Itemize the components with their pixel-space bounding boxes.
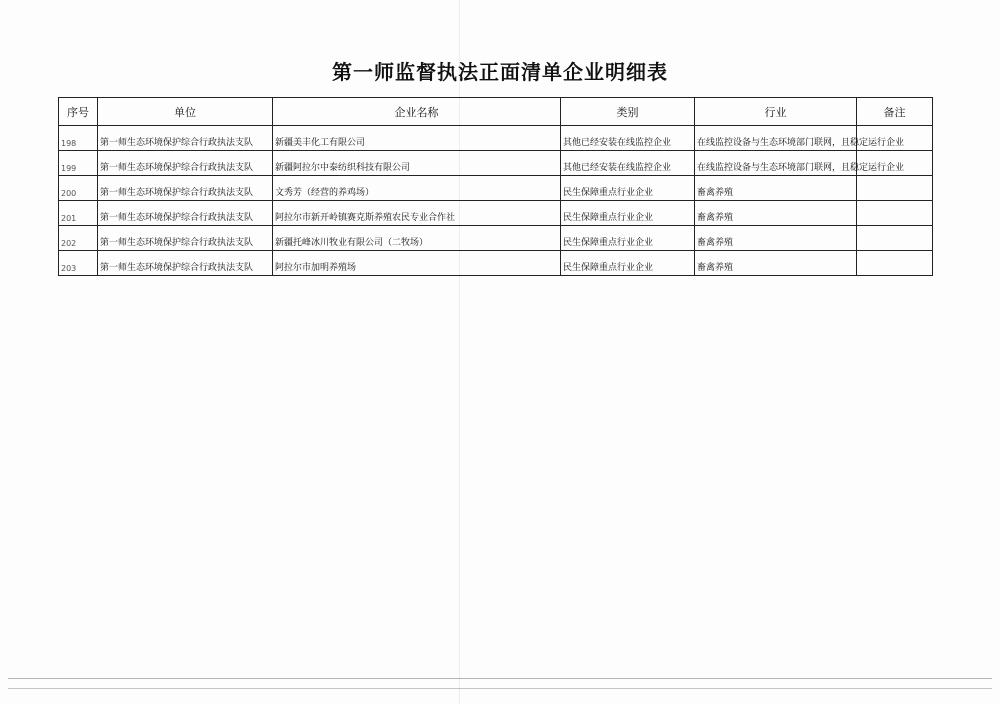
cell-company: 阿拉尔市加明养殖场	[273, 251, 561, 276]
cell-industry: 在线监控设备与生态环境部门联网，且稳定运行企业	[695, 126, 857, 151]
cell-remark	[857, 201, 933, 226]
cell-unit: 第一师生态环境保护综合行政执法支队	[98, 176, 273, 201]
cell-company: 文秀芳（经营的养鸡场）	[273, 176, 561, 201]
cell-remark	[857, 251, 933, 276]
table-row	[59, 251, 933, 276]
cell-industry: 畜禽养殖	[695, 201, 857, 226]
cell-index: 199	[59, 151, 98, 176]
col-header-company: 企业名称	[273, 98, 561, 126]
cell-category: 民生保障重点行业企业	[561, 251, 695, 276]
cell-category: 其他已经安装在线监控企业	[561, 126, 695, 151]
cell-unit: 第一师生态环境保护综合行政执法支队	[98, 251, 273, 276]
col-header-index: 序号	[59, 98, 98, 126]
cell-remark	[857, 226, 933, 251]
cell-company: 新疆美丰化工有限公司	[273, 126, 561, 151]
scan-edge-line	[8, 678, 992, 679]
table-row	[59, 201, 933, 226]
cell-industry: 在线监控设备与生态环境部门联网，且稳定运行企业	[695, 151, 857, 176]
cell-category: 民生保障重点行业企业	[561, 201, 695, 226]
cell-index: 203	[59, 251, 98, 276]
table-row	[59, 226, 933, 251]
cell-index: 201	[59, 201, 98, 226]
col-header-remark: 备注	[857, 98, 933, 126]
cell-industry: 畜禽养殖	[695, 176, 857, 201]
table-row	[59, 176, 933, 201]
table-header-row	[59, 98, 933, 126]
cell-industry: 畜禽养殖	[695, 226, 857, 251]
cell-remark	[857, 176, 933, 201]
table-row	[59, 126, 933, 151]
cell-unit: 第一师生态环境保护综合行政执法支队	[98, 126, 273, 151]
cell-category: 民生保障重点行业企业	[561, 226, 695, 251]
cell-category: 民生保障重点行业企业	[561, 176, 695, 201]
cell-company: 阿拉尔市新开岭镇赛克斯养殖农民专业合作社	[273, 201, 561, 226]
col-header-category: 类别	[561, 98, 695, 126]
cell-company: 新疆托峰冰川牧业有限公司（二牧场）	[273, 226, 561, 251]
cell-category: 其他已经安装在线监控企业	[561, 151, 695, 176]
cell-index: 202	[59, 226, 98, 251]
cell-index: 198	[59, 126, 98, 151]
cell-unit: 第一师生态环境保护综合行政执法支队	[98, 226, 273, 251]
cell-industry: 畜禽养殖	[695, 251, 857, 276]
company-table	[58, 97, 933, 276]
cell-unit: 第一师生态环境保护综合行政执法支队	[98, 201, 273, 226]
scan-edge-line	[8, 688, 992, 689]
page-title: 第一师监督执法正面清单企业明细表	[332, 60, 668, 84]
col-header-industry: 行业	[695, 98, 857, 126]
cell-index: 200	[59, 176, 98, 201]
table-row	[59, 151, 933, 176]
col-header-unit: 单位	[98, 98, 273, 126]
cell-company: 新疆阿拉尔中泰纺织科技有限公司	[273, 151, 561, 176]
cell-unit: 第一师生态环境保护综合行政执法支队	[98, 151, 273, 176]
